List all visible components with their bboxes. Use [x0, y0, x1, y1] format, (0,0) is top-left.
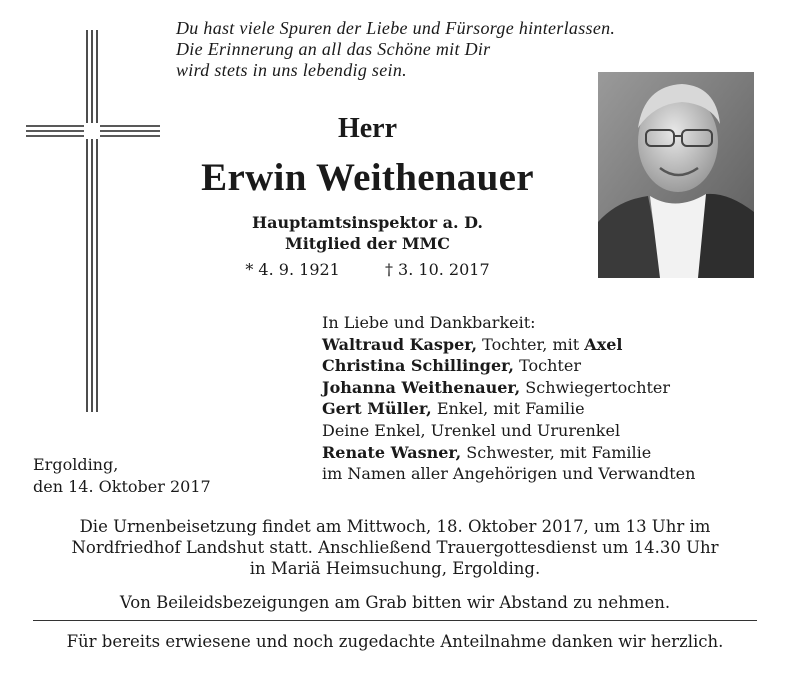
mourner-row: Gert Müller, Enkel, mit Familie — [322, 399, 585, 419]
mourner-row: Johanna Weithenauer, Schwiegertochter — [322, 377, 671, 397]
poem-line: Die Erinnerung an all das Schöne mit Dir — [176, 39, 491, 59]
portrait-image — [598, 72, 754, 278]
funeral-line: Die Urnenbeisetzung findet am Mittwoch, 18. Oktober 2017, um 13 Uhr im — [79, 517, 711, 536]
life-dates — [170, 258, 565, 282]
divider — [33, 620, 757, 621]
poem-line: wird stets in uns lebendig sein. — [176, 60, 407, 80]
funeral-line: in Mariä Heimsuchung, Ergolding. — [249, 559, 541, 578]
death-date: † 3. 10. 2017 — [384, 260, 490, 279]
funeral-line: Nordfriedhof Landshut statt. Anschließend Trauergottesdienst um 14.30 Uhr — [71, 538, 719, 557]
mourner-row: Deine Enkel, Urenkel und Ururenkel — [322, 420, 621, 440]
place-date — [33, 454, 211, 497]
place-date-line: den 14. Oktober 2017 — [33, 476, 211, 496]
birth-date: * 4. 9. 1921 — [245, 260, 340, 279]
deceased-title: Hauptamtsinspektor a. D. — [251, 213, 483, 232]
cross-icon — [26, 30, 160, 412]
mourner-row: im Namen aller Angehörigen und Verwandten — [322, 464, 696, 484]
mourner-row: Waltraud Kasper, Tochter, mit Axel — [322, 334, 623, 354]
condolence-request: Von Beileidsbezeigungen am Grab bitten wir Abstand zu nehmen. — [119, 593, 671, 612]
mourners-intro: In Liebe und Dankbarkeit: — [322, 313, 536, 332]
mourner-row: Christina Schillinger, Tochter — [322, 356, 581, 376]
funeral-notice — [18, 516, 772, 579]
deceased-membership: Mitglied der MMC — [285, 234, 450, 253]
deceased-name: Erwin Weithenauer — [201, 156, 534, 199]
salutation: Herr — [337, 113, 398, 144]
portrait-photo — [598, 72, 754, 278]
poem-line: Du hast viele Spuren der Liebe und Fürsorge hinterlassen. — [176, 18, 616, 38]
thanks-line: Für bereits erwiesene und noch zugedachte Anteilnahme danken wir herzlich. — [66, 632, 724, 651]
mourner-row: Renate Wasner, Schwester, mit Familie — [322, 442, 652, 462]
mourners-list — [322, 312, 772, 485]
place-city: Ergolding, — [33, 455, 119, 474]
